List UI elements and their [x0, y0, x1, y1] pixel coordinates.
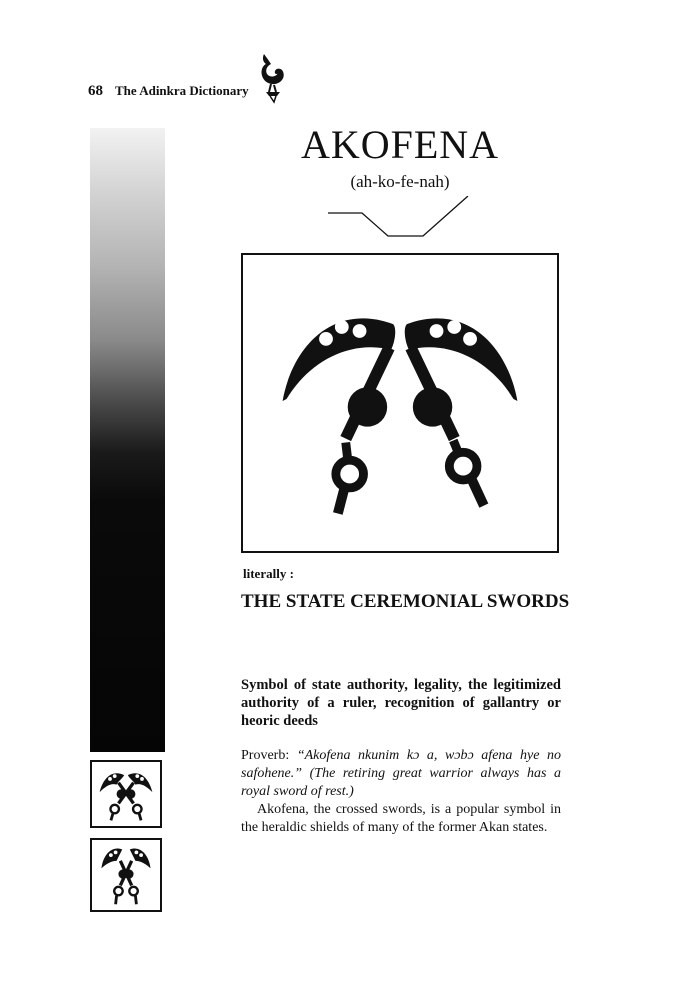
- tone-contour-icon: [328, 196, 473, 241]
- entry-title: AKOFENA: [300, 122, 500, 167]
- akofena-swords-variant-icon: [92, 840, 160, 910]
- literally-label: literally :: [243, 566, 294, 581]
- description-paragraph: Akofena, the crossed swords, is a popular symbol in the heraldic shields of many of the former Akan states.: [241, 802, 561, 835]
- thumbnail-akofena-1: [90, 760, 162, 828]
- significance-text: Symbol of state authority, legality, the legitimized authority of a ruler, recognition of gallantry or heoric deeds: [241, 677, 561, 729]
- running-header: [88, 83, 249, 100]
- proverb-label: Proverb:: [241, 748, 290, 763]
- book-title: The Adinkra Dictionary: [115, 83, 249, 98]
- proverb-paragraph: [241, 747, 561, 801]
- pronunciation: (ah-ko-fe-nah): [350, 172, 450, 191]
- literal-meaning: THE STATE CEREMONIAL SWORDS: [241, 591, 570, 612]
- page-number: 68: [88, 83, 103, 99]
- thumbnail-akofena-2: [90, 838, 162, 912]
- proverb-text: “Akofena nkunim kɔ a, wɔbɔ afena hye no safohene.” (The retiring great warrior always has a royal sword of rest.): [241, 748, 562, 799]
- sidebar-gradient-bar: [90, 128, 165, 752]
- entry-body: [241, 747, 561, 837]
- akofena-swords-icon: [92, 762, 160, 826]
- akofena-crossed-swords-symbol: [243, 255, 557, 551]
- sankofa-bird-icon: [254, 52, 290, 104]
- symbol-frame: [241, 253, 559, 553]
